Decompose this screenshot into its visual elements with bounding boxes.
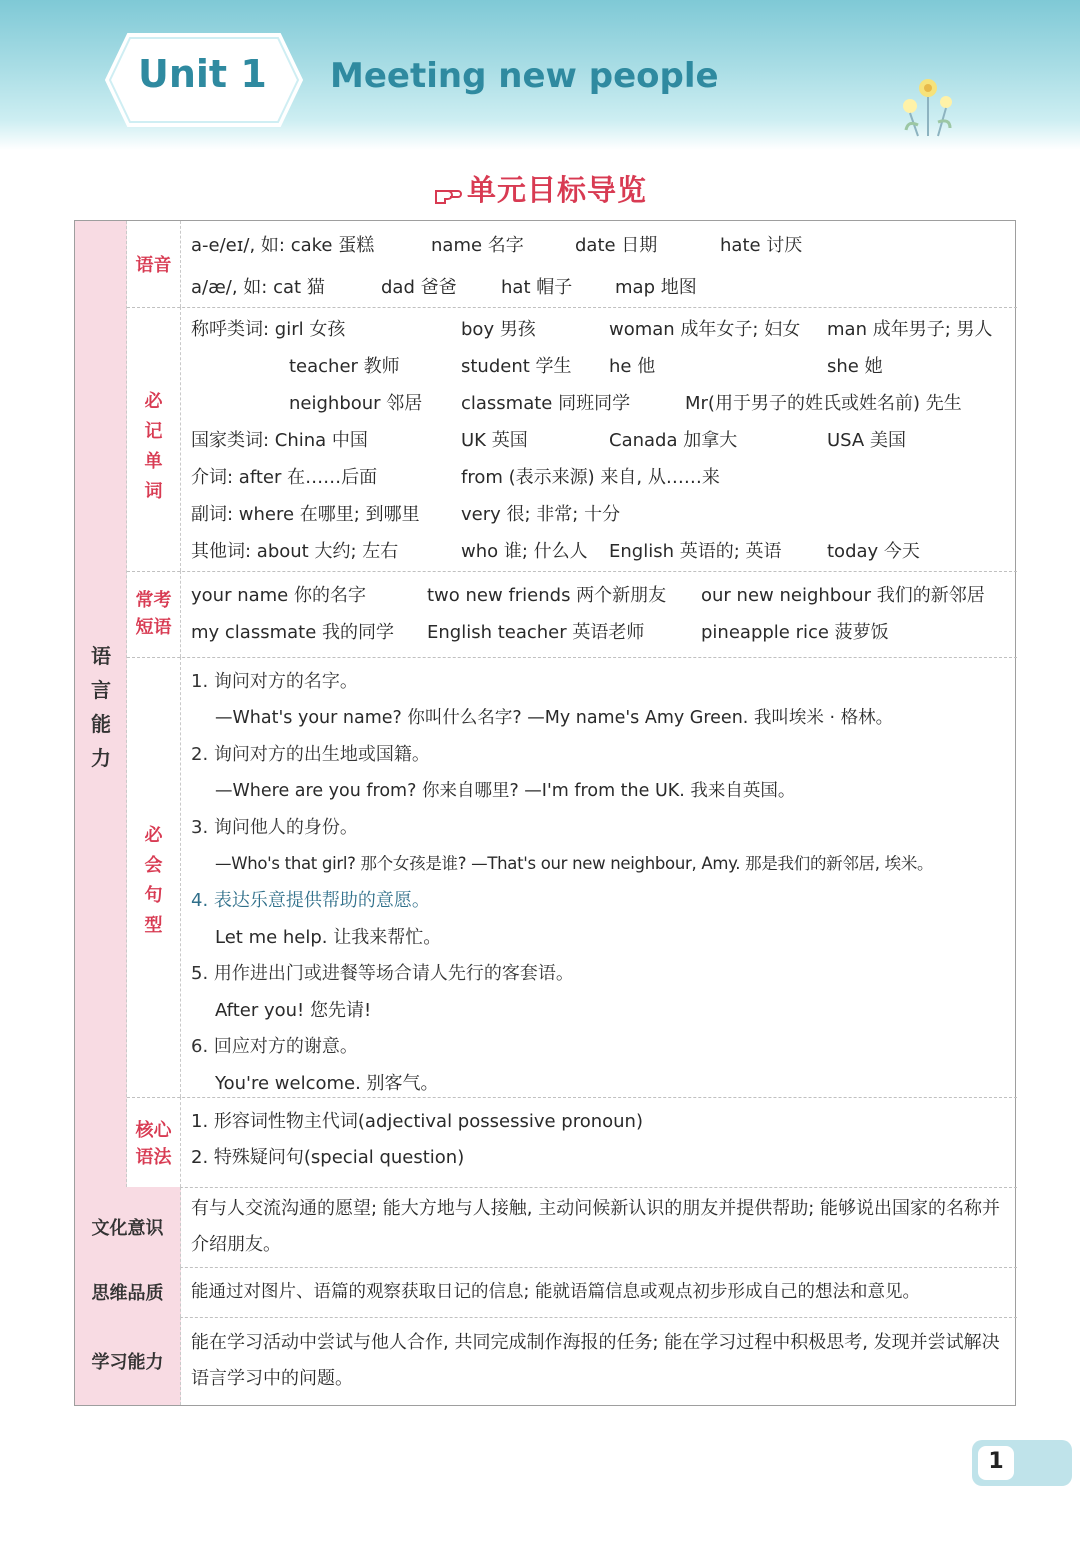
pron-item: name 名字 [431,235,524,256]
sentence-example: —Where are you from? 你来自哪里? —I'm from the UK. 我来自英国。 [215,781,796,801]
word-item: man 成年男子; 男人 [827,319,993,340]
language-ability-label: 语言能力 [91,644,111,770]
page-number-tab [972,1440,1072,1486]
flower-decoration-icon [888,70,968,140]
sentence-title: 4. 表达乐意提供帮助的意愿。 [191,890,430,911]
pron-item: map 地图 [615,277,697,298]
learning-text: 能在学习活动中尝试与他人合作, 共同完成制作海报的任务; 能在学习过程中积极思考, 发现并尝试解决语言学习中的问题。 [191,1332,1000,1389]
sentence-title: 2. 询问对方的出生地或国籍。 [191,744,430,765]
word-item: 介词: after 在……后面 [191,467,378,488]
sentence-title: 3. 询问他人的身份。 [191,817,358,838]
unit-title: Meeting new people [330,56,719,96]
unit-label: Unit 1 [138,52,267,96]
words-label: 必记单词 [127,307,181,571]
word-item: she 她 [827,356,883,377]
phrase-item: pineapple rice 菠萝饭 [701,622,889,643]
word-item: UK 英国 [461,430,528,451]
phrase-item: your name 你的名字 [191,585,366,606]
word-item: 称呼类词: girl 女孩 [191,319,346,340]
word-item: neighbour 邻居 [289,393,423,414]
word-item: student 学生 [461,356,572,377]
pron-item: hat 帽子 [501,277,573,298]
word-item: 国家类词: China 中国 [191,430,368,451]
word-item: who 谁; 什么人 [461,541,588,562]
sentence-title: 1. 询问对方的名字。 [191,671,358,692]
section-title [0,168,1080,209]
word-item: from (表示来源) 来自, 从……来 [461,467,720,488]
thinking-label: 思维品质 [75,1267,181,1317]
phrase-item: our new neighbour 我们的新邻居 [701,585,985,606]
sentences-label: 必会句型 [127,657,181,1097]
pointing-hand-icon [433,180,463,204]
sentence-example: After you! 您先请! [215,1000,372,1021]
word-item: classmate 同班同学 [461,393,631,414]
sentence-example: You're welcome. 别客气。 [215,1073,439,1094]
pronunciation-label: 语音 [127,221,181,307]
sentence-title: 6. 回应对方的谢意。 [191,1036,358,1057]
unit-badge [104,30,304,130]
pron-item: dad 爸爸 [381,277,457,298]
pron-item: a-e/eɪ/, 如: cake 蛋糕 [191,235,375,256]
word-item: woman 成年女子; 妇女 [609,319,801,340]
grammar-item: 2. 特殊疑问句(special question) [191,1147,465,1168]
section-title-text: 单元目标导览 [466,173,647,207]
pron-item: date 日期 [575,235,658,256]
grammar-item: 1. 形容词性物主代词(adjectival possessive pronoun) [191,1111,643,1132]
word-item: he 他 [609,356,656,377]
goals-table [74,220,1016,1406]
word-item: English 英语的; 英语 [609,541,782,562]
sentence-example: —Who's that girl? 那个女孩是谁? —That's our new neighbour, Amy. 那是我们的新邻居, 埃米。 [215,854,934,873]
page-number: 1 [988,1449,1004,1474]
phrase-item: two new friends 两个新朋友 [427,585,667,606]
sentence-title: 5. 用作进出门或进餐等场合请人先行的客套语。 [191,963,574,984]
word-item: Canada 加拿大 [609,430,738,451]
sentence-example: Let me help. 让我来帮忙。 [215,927,442,948]
language-ability-column [75,221,127,1187]
word-item: boy 男孩 [461,319,536,340]
culture-text: 有与人交流沟通的愿望; 能大方地与人接触, 主动问候新认识的朋友并提供帮助; 能够说出国家的名称并介绍朋友。 [191,1198,1001,1255]
grammar-label: 核心语法 [127,1097,181,1187]
learning-label: 学习能力 [75,1317,181,1405]
word-item: USA 美国 [827,430,906,451]
culture-label: 文化意识 [75,1187,181,1267]
phrase-item: English teacher 英语老师 [427,622,645,643]
word-item: teacher 教师 [289,356,400,377]
pron-item: a/æ/, 如: cat 猫 [191,277,325,298]
thinking-text: 能通过对图片、语篇的观察获取日记的信息; 能就语篇信息或观点初步形成自己的想法和意见。 [191,1282,920,1302]
word-item: very 很; 非常; 十分 [461,504,621,525]
word-item: 其他词: about 大约; 左右 [191,541,399,562]
sentence-example: —What's your name? 你叫什么名字? —My name's Amy Green. 我叫埃米 · 格林。 [215,708,894,728]
pron-item: hate 讨厌 [720,235,803,256]
phrase-item: my classmate 我的同学 [191,622,395,643]
word-item: today 今天 [827,541,920,562]
phrases-label: 常考短语 [127,571,181,657]
word-item: Mr(用于男子的姓氏或姓名前) 先生 [685,393,962,414]
word-item: 副词: where 在哪里; 到哪里 [191,504,420,525]
